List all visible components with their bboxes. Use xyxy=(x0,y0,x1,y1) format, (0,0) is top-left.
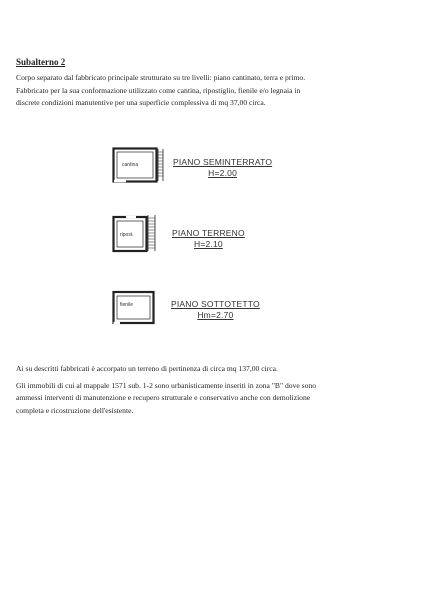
plan-caption xyxy=(173,157,272,178)
paragraph-line: ammessi interventi di manutenzione e recupero strutturale e conservativo anche con demolizione xyxy=(16,393,311,403)
plan-title: PIANO TERRENO xyxy=(172,228,245,238)
plan-caption xyxy=(171,299,260,320)
closing-paragraph xyxy=(16,363,400,417)
plan-caption xyxy=(172,228,245,249)
floor-plan-sottotetto xyxy=(112,290,158,326)
paragraph-line: Corpo separato dal fabbricato principale strutturato su tre livelli: piano cantinato, terra e primo. xyxy=(16,73,306,82)
plan-height: H=2.00 xyxy=(208,168,238,178)
plan-title: PIANO SOTTOTETTO xyxy=(171,299,260,309)
paragraph-line: discrete condizioni manutentive per una superficie complessiva di mq 37,00 circa. xyxy=(16,98,266,108)
floor-plan-terreno xyxy=(112,213,166,255)
paragraph-line: completa e ricostruzione dell'esistente. xyxy=(16,405,134,415)
room-label-box xyxy=(122,160,152,168)
floor-plan-seminterrato xyxy=(112,147,172,185)
paragraph-line: Fabbricato per la sua conformazione utilizzato come cantina, ripostiglio, fienile e/o legnaia in xyxy=(16,85,301,95)
paragraph-line: Gli immobili di cui al mappale 1571 sub. 1-2 sono urbanisticamente inseriti in zona "B" dove sono xyxy=(16,380,316,390)
description-paragraph xyxy=(16,72,396,110)
room-label: cantina xyxy=(122,162,139,168)
floor-plan-drawing xyxy=(112,290,158,326)
section-heading: Subalterno 2 xyxy=(16,57,66,67)
plan-height: Hm=2.70 xyxy=(197,310,234,320)
room-label-box xyxy=(120,300,146,308)
room-label: fienile xyxy=(120,302,134,308)
paragraph-line: Ai su descritti fabbricati è accorpato un terreno di pertinenza di circa mq 137,00 circa. xyxy=(16,364,278,373)
room-label-box xyxy=(120,230,146,238)
room-label: ripost. xyxy=(120,232,134,238)
plan-height: H=2.10 xyxy=(193,239,223,249)
plan-title: PIANO SEMINTERRATO xyxy=(173,157,273,167)
